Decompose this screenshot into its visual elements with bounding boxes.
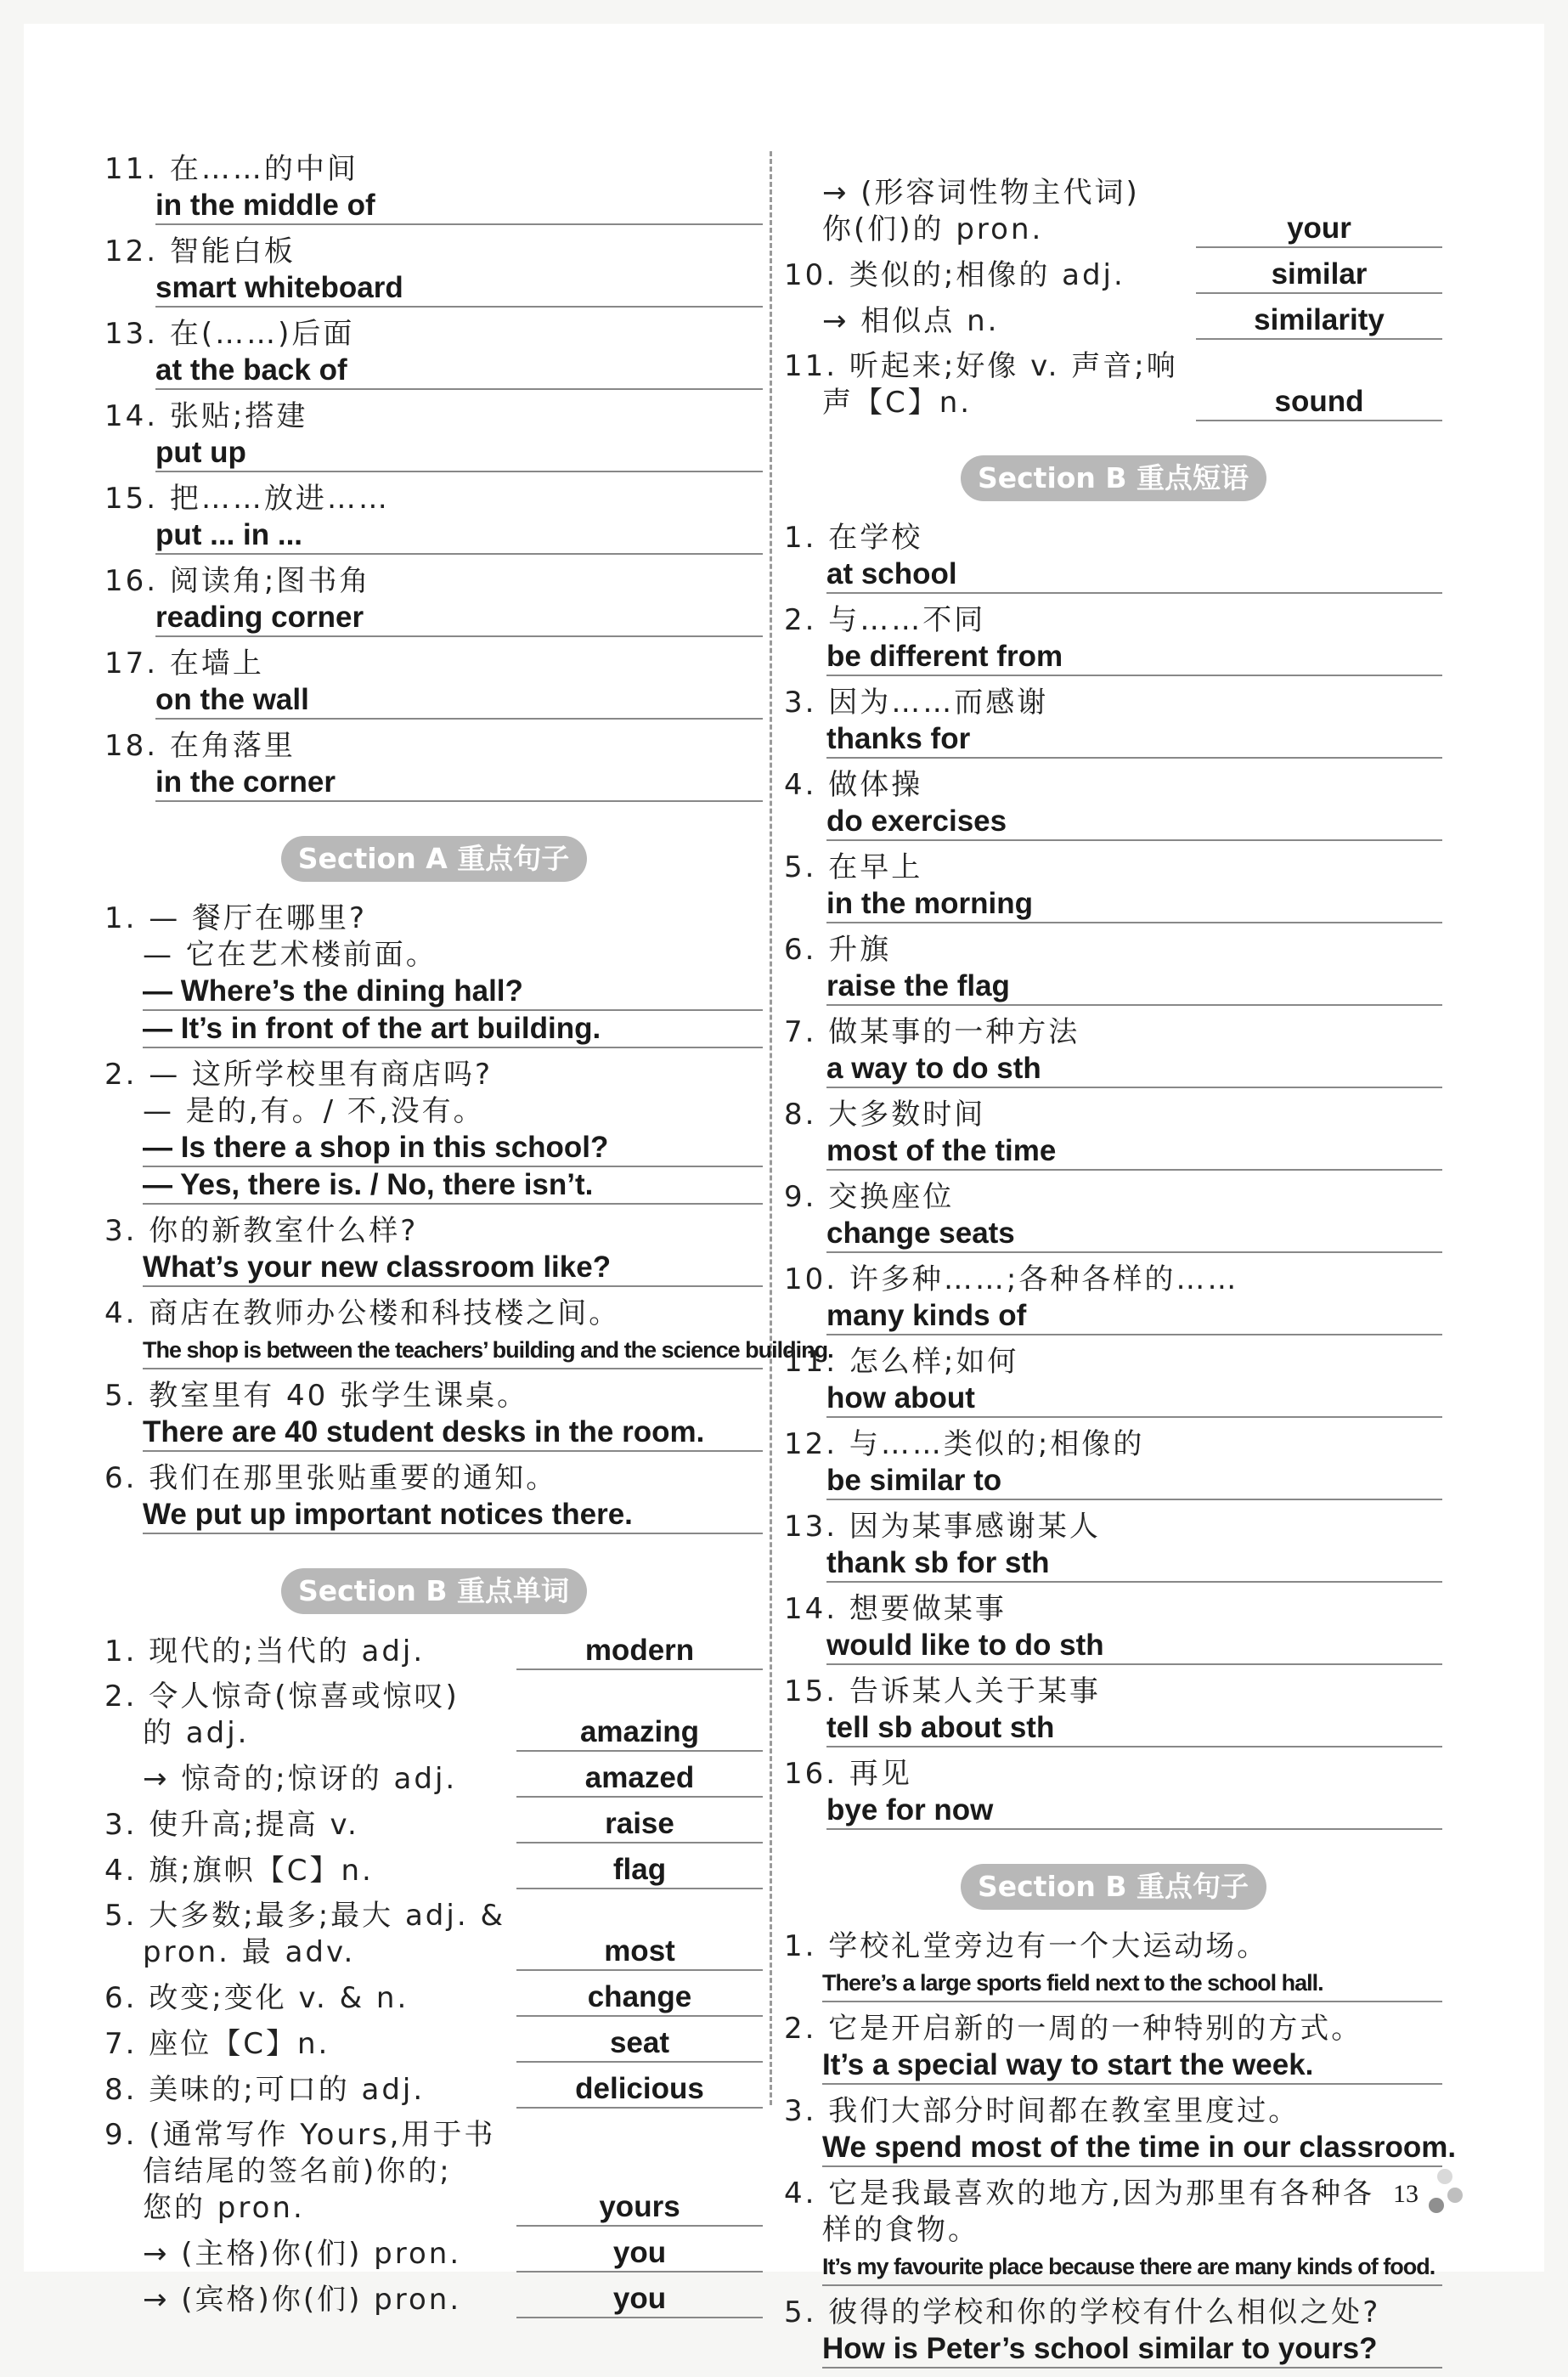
word-item [104,1806,763,1843]
phrase-chinese: 18. 在角落里 [104,729,296,763]
section-heading-a-sentences: Section A 重点句子 [281,836,587,882]
sentence-item [104,1296,833,1369]
sentence-chinese: 4. 它是我最喜欢的地方,因为那里有各种各 [784,2177,1375,2210]
section-a-sentences [104,901,833,1534]
phrase-english: bye for now [826,1793,1442,1830]
word-answer: change [516,1979,763,2017]
column-divider [770,151,772,2105]
word-chinese [104,1853,516,1889]
word-answer: most [516,1934,763,1971]
sentence-item [104,1378,763,1452]
phrase-chinese: 11. 在……的中间 [104,152,358,186]
phrase-item [784,602,1442,676]
sentence-english: What’s your new classroom like? [143,1250,763,1287]
phrase-item [784,932,1442,1006]
sentence-english: We put up important notices there. [143,1497,763,1534]
sentence-chinese: 4. 商店在教师办公楼和科技楼之间。 [104,1296,621,1330]
phrase-chinese: 16. 再见 [784,1757,912,1791]
word-chinese-line: 5. 大多数;最多;最大 adj. & [104,1899,505,1933]
sentence-item [784,2011,1442,2085]
phrase-chinese: 14. 想要做某事 [784,1592,1007,1626]
phrase-chinese: 6. 升旗 [784,933,892,967]
word-chinese [104,1679,516,1752]
sentence-item [104,1057,763,1205]
phrase-chinese: 3. 因为……而感谢 [784,686,1049,720]
sentence-english: The shop is between the teachers’ building and the science building. [143,1332,763,1369]
phrase-english: put ... in ... [155,517,763,555]
sentence-chinese: 2. — 这所学校里有商店吗? [104,1058,494,1092]
phrase-chinese: 5. 在早上 [784,850,923,884]
sentence-item [784,1928,1442,2002]
sentence-english: We spend most of the time in our classroom. [822,2130,1442,2167]
phrase-chinese: 16. 阅读角;图书角 [104,564,371,598]
word-answer: raise [516,1806,763,1843]
phrase-item [784,1179,1442,1253]
sentence-chinese: 3. 你的新教室什么样? [104,1214,419,1248]
word-chinese-line: 11. 听起来;好像 v. 声音;响 [784,349,1178,383]
page [24,24,1544,2365]
word-item [104,1852,763,1889]
phrase-english: on the wall [155,682,763,720]
word-chinese [104,2072,516,2109]
phrase-chinese: 12. 智能白板 [104,234,296,268]
section-heading-b-phrases: Section B 重点短语 [961,455,1266,501]
phrase-item [784,1674,1442,1747]
sentence-chinese: 5. 教室里有 40 张学生课桌。 [104,1379,529,1413]
section-b-phrases [784,520,1442,1830]
phrase-chinese: 10. 许多种……;各种各样的…… [784,1262,1239,1296]
phrase-chinese: 15. 告诉某人关于某事 [784,1674,1101,1708]
word-chinese-line: 信结尾的签名前)你的; [143,2154,452,2188]
sentence-item [784,2093,1457,2167]
sentence-english: — Where’s the dining hall? [143,974,763,1011]
sentence-chinese: 1. — 餐厅在哪里? [104,901,368,935]
word-answer: flag [516,1852,763,1889]
phrase-chinese: 13. 因为某事感谢某人 [784,1510,1101,1544]
phrase-english: would like to do sth [826,1628,1442,1665]
word-chinese [104,2282,516,2318]
sentence-chinese: 3. 我们大部分时间都在教室里度过。 [784,2094,1300,2128]
word-item [784,302,1442,340]
word-chinese [104,2236,516,2273]
phrase-item [784,767,1442,841]
word-chinese [104,1761,516,1798]
word-chinese [784,257,1196,294]
word-chinese-line: 4. 旗;旗帜【C】n. [104,1854,374,1888]
word-item [104,2071,763,2109]
word-answer: delicious [516,2071,763,2109]
phrase-item [104,646,763,720]
word-chinese-line: → 相似点 n. [822,304,1000,338]
phrase-item [104,151,763,225]
word-item [104,1633,763,1670]
word-item [104,2281,763,2318]
phrase-chinese: 7. 做某事的一种方法 [784,1015,1080,1049]
word-answer: your [1196,211,1442,248]
section-heading-b-words: Section B 重点单词 [281,1568,587,1614]
phrase-item [784,1344,1442,1418]
phrase-english: a way to do sth [826,1051,1442,1088]
sentence-item [104,1460,763,1534]
phrase-english: put up [155,435,763,472]
phrase-english: do exercises [826,804,1442,841]
word-chinese-line: 8. 美味的;可口的 adj. [104,2073,426,2107]
page-number: 13 [1393,2180,1419,2208]
word-chinese-line: → (形容词性物主代词) [822,176,1140,210]
word-chinese-line: 6. 改变;变化 v. & n. [104,1981,409,2015]
word-answer: amazing [516,1714,763,1752]
phrase-chinese: 14. 张贴;搭建 [104,399,308,433]
phrase-english: smart whiteboard [155,270,763,308]
phrase-item [784,1426,1442,1500]
sentence-english: It’s my favourite place because there are many kinds of food. [822,2249,1442,2286]
phrase-item [784,1097,1442,1171]
section-b-words [104,1633,763,2318]
phrase-item [104,728,763,802]
phrase-chinese: 15. 把……放进…… [104,482,390,516]
word-answer: amazed [516,1760,763,1798]
word-item [784,175,1442,248]
word-answer: you [516,2281,763,2318]
word-answer: modern [516,1633,763,1670]
section-a-phrases [104,151,763,802]
sentence-english: It’s a special way to start the week. [822,2047,1442,2085]
word-chinese [784,175,1196,248]
word-chinese-line: → 惊奇的;惊讶的 adj. [143,1762,458,1796]
phrase-english: most of the time [826,1133,1442,1171]
sentence-chinese: 2. 它是开启新的一周的一种特别的方式。 [784,2012,1363,2046]
phrase-item [104,234,763,308]
word-chinese-line: 1. 现代的;当代的 adj. [104,1635,426,1668]
phrase-chinese: 11. 怎么样;如何 [784,1345,1019,1379]
phrase-chinese: 8. 大多数时间 [784,1098,986,1132]
phrase-item [784,520,1442,594]
phrase-chinese: 9. 交换座位 [784,1180,955,1214]
word-chinese-line: 7. 座位【C】n. [104,2027,330,2061]
word-answer: similarity [1196,302,1442,340]
phrase-english: many kinds of [826,1298,1442,1335]
word-chinese-line: pron. 最 adv. [143,1935,356,1969]
word-chinese-line: → (主格)你(们) pron. [143,2237,462,2271]
sentence-english: There are 40 student desks in the room. [143,1414,763,1452]
word-item [104,2235,763,2273]
phrase-item [104,481,763,555]
word-answer: yours [516,2189,763,2227]
phrase-english: raise the flag [826,968,1442,1006]
sentence-english: How is Peter’s school similar to yours? [822,2331,1442,2369]
sentence-item [104,901,763,1048]
phrase-english: at the back of [155,353,763,390]
phrase-chinese: 17. 在墙上 [104,646,264,680]
phrase-item [104,563,763,637]
word-chinese [784,348,1196,421]
word-answer: you [516,2235,763,2273]
word-chinese-line: → (宾格)你(们) pron. [143,2283,462,2317]
sentence-chinese: 6. 我们在那里张贴重要的通知。 [104,1461,558,1495]
word-item [104,2025,763,2063]
section-heading-b-sentences: Section B 重点句子 [961,1864,1266,1910]
phrase-item [784,1591,1442,1665]
phrase-item [784,1262,1442,1335]
word-chinese [104,1898,516,1971]
section-b-sentences [784,1928,1457,2369]
phrase-english: be different from [826,639,1442,676]
word-chinese-line: 声【C】n. [822,386,973,420]
word-chinese-line: 3. 使升高;提高 v. [104,1808,359,1842]
phrase-item [784,685,1442,759]
right-column [784,175,1457,2377]
sentence-english: — It’s in front of the art building. [143,1011,763,1048]
phrase-english: in the middle of [155,188,763,225]
word-item [104,2117,763,2227]
phrase-item [784,1014,1442,1088]
word-item [784,348,1442,421]
phrase-chinese: 4. 做体操 [784,768,923,802]
word-chinese-line: 的 adj. [143,1716,250,1750]
word-chinese-line: 10. 类似的;相像的 adj. [784,258,1125,292]
phrase-english: tell sb about sth [826,1710,1442,1747]
word-chinese-line: 2. 令人惊奇(惊喜或惊叹) [104,1680,460,1714]
left-column [104,151,833,2327]
word-answer: seat [516,2025,763,2063]
word-chinese-line: 您的 pron. [143,2191,305,2225]
word-item [784,257,1442,294]
phrase-item [784,850,1442,923]
phrase-chinese: 13. 在(……)后面 [104,317,355,351]
word-answer: sound [1196,384,1442,421]
word-item [104,1979,763,2017]
sentence-chinese: — 它在艺术楼前面。 [143,938,437,972]
phrase-chinese: 1. 在学校 [784,521,923,555]
phrase-english: thank sb for sth [826,1545,1442,1583]
word-chinese-line: 你(们)的 pron. [822,212,1044,246]
phrase-item [104,316,763,390]
dot-icon [1429,2198,1444,2213]
word-item [104,1898,763,1971]
sentence-item [104,1213,763,1287]
phrase-item [784,1756,1442,1830]
word-chinese [104,2117,516,2227]
sentence-item [784,2176,1442,2286]
phrase-chinese: 12. 与……类似的;相像的 [784,1427,1145,1461]
phrase-english: change seats [826,1216,1442,1253]
sentence-chinese: 1. 学校礼堂旁边有一个大运动场。 [784,1929,1269,1963]
sentence-english: — Yes, there is. / No, there isn’t. [143,1167,763,1205]
phrase-item [104,398,763,472]
phrase-english: in the corner [155,765,763,802]
word-chinese [104,1807,516,1843]
phrase-english: at school [826,556,1442,594]
word-chinese [104,2026,516,2063]
phrase-english: reading corner [155,600,763,637]
word-item [104,1679,763,1752]
word-chinese [784,303,1196,340]
phrase-english: how about [826,1380,1442,1418]
sentence-item [784,2295,1442,2369]
word-chinese [104,1980,516,2017]
phrase-english: be similar to [826,1463,1442,1500]
sentence-chinese: 样的食物。 [822,2213,979,2247]
phrase-english: in the morning [826,886,1442,923]
word-chinese [104,1634,516,1670]
sentence-english: — Is there a shop in this school? [143,1130,763,1167]
sentence-english: There’s a large sports field next to the school hall. [822,1965,1442,2002]
word-item [104,1760,763,1798]
phrase-chinese: 2. 与……不同 [784,603,986,637]
phrase-english: thanks for [826,721,1442,759]
word-answer: similar [1196,257,1442,294]
dot-icon [1437,2169,1452,2184]
phrase-item [784,1509,1442,1583]
section-b-words-continued [784,175,1442,421]
word-chinese-line: 9. (通常写作 Yours,用于书 [104,2118,496,2152]
dot-icon [1447,2188,1463,2203]
sentence-chinese: — 是的,有。/ 不,没有。 [143,1094,485,1128]
sentence-chinese: 5. 彼得的学校和你的学校有什么相似之处? [784,2295,1381,2329]
